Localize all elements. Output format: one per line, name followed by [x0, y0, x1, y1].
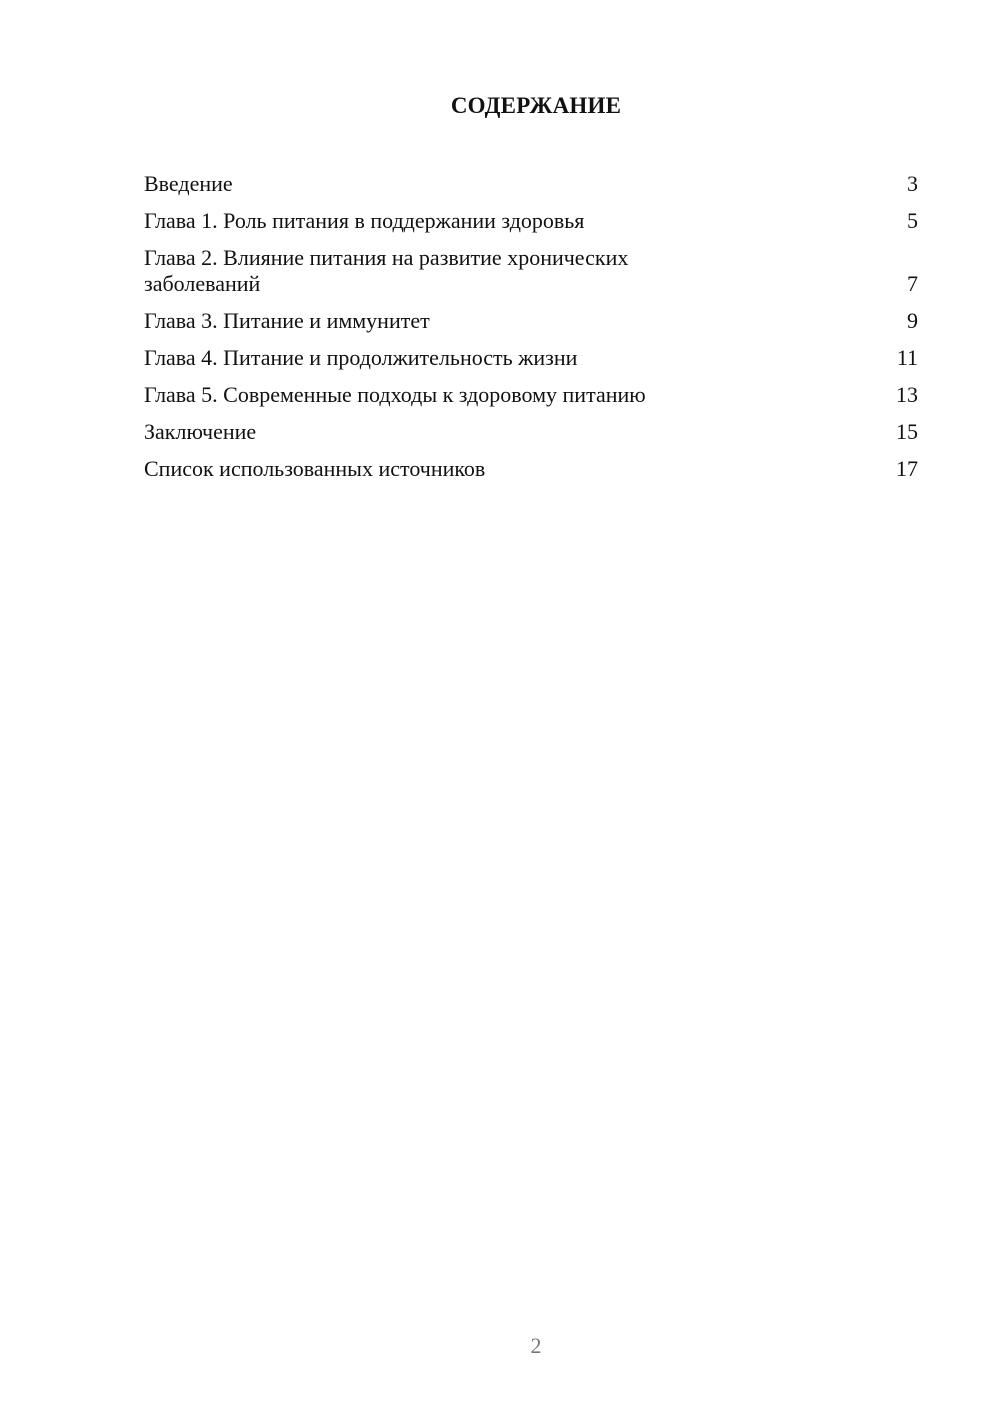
page-number: 2: [530, 1333, 542, 1358]
toc-entry-page: 9: [907, 308, 918, 333]
toc-entry-references[interactable]: [144, 456, 918, 482]
toc-entry-page: 7: [907, 271, 918, 296]
toc-entry-label: Глава 1. Роль питания в поддержании здоровья: [144, 208, 585, 233]
toc-entry-page: 15: [896, 419, 918, 444]
toc-entry-label: Глава 5. Современные подходы к здоровому питанию: [144, 382, 646, 407]
toc-entry-chapter-3[interactable]: [144, 308, 918, 334]
toc-entry-conclusion[interactable]: [144, 419, 918, 445]
toc-entry-chapter-2[interactable]: [144, 245, 918, 297]
toc-entry-chapter-4[interactable]: [144, 345, 918, 371]
toc-entry-page: 11: [896, 345, 918, 370]
toc-entry-introduction[interactable]: [144, 171, 918, 197]
toc-entry-chapter-1[interactable]: [144, 208, 918, 234]
toc-entry-label: Глава 4. Питание и продолжительность жизни: [144, 345, 578, 370]
table-of-contents: [144, 171, 918, 493]
toc-entry-page: 5: [907, 208, 918, 233]
page-title: СОДЕРЖАНИЕ: [450, 93, 622, 118]
toc-entry-page: 13: [896, 382, 918, 407]
toc-entry-label: Глава 3. Питание и иммунитет: [144, 308, 430, 333]
toc-entry-page: 17: [896, 456, 918, 481]
toc-entry-chapter-5[interactable]: [144, 382, 918, 408]
toc-entry-label: Введение: [144, 171, 233, 196]
toc-entry-label: Заключение: [144, 419, 257, 444]
toc-entry-label: Глава 2. Влияние питания на развитие хронических заболеваний: [144, 245, 629, 296]
toc-entry-label: Список использованных источников: [144, 456, 486, 481]
toc-entry-page: 3: [907, 171, 918, 196]
